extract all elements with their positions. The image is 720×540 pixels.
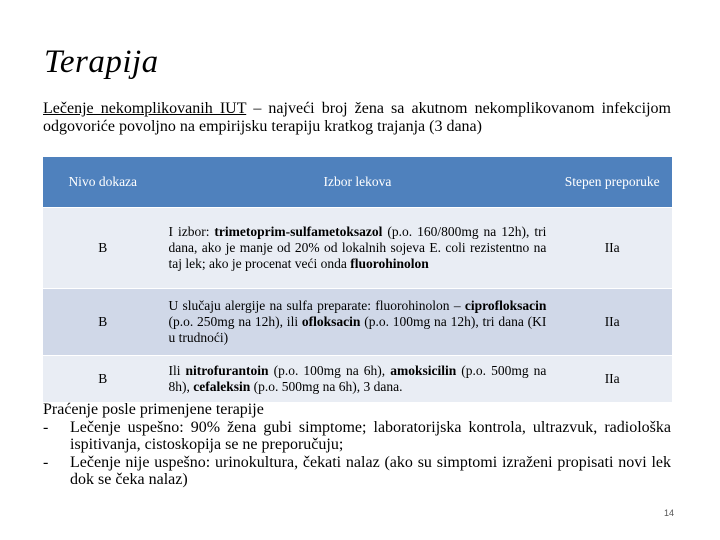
intro-text: – najveći broj žena sa akutnom nekomplikovanom infekcijom odgovoriće povoljno na empirijsku terapiju kratkog trajanja (3 dana) bbox=[43, 100, 671, 135]
list-item-text: Lečenje uspešno: 90% žena gubi simptome; laboratorijska kontrola, ultrazvuk, radiološka ispitivanja, cistoskopija se ne preporučuju; bbox=[70, 418, 671, 454]
list-item bbox=[43, 454, 671, 489]
intro-underlined: Lečenje nekomplikovanih IUT bbox=[43, 100, 247, 117]
drug-text: (p.o. 500mg na 8h), bbox=[168, 363, 547, 394]
drug-text: (p.o. 500mg na 6h), 3 dana. bbox=[250, 379, 403, 394]
drug-text: U slučaju alergije na sulfa preparate: fluorohinolon – bbox=[168, 298, 465, 313]
drug-text: (p.o. 100mg na 12h), tri dana (KI u trudnoći) bbox=[168, 314, 547, 345]
bullet-dash: - bbox=[43, 453, 49, 471]
header-level: Nivo dokaza bbox=[43, 157, 162, 208]
cell-grade: IIa bbox=[552, 356, 672, 403]
cell-drug bbox=[162, 208, 552, 289]
table-header-row bbox=[43, 157, 672, 208]
cell-level: B bbox=[43, 208, 162, 289]
followup-section bbox=[43, 401, 671, 489]
drug-text: I izbor: bbox=[168, 224, 215, 239]
cell-drug bbox=[162, 289, 552, 356]
intro-paragraph bbox=[43, 100, 671, 136]
drug-name: ofloksacin bbox=[301, 314, 361, 329]
recommendation-table bbox=[43, 157, 672, 402]
bullet-dash: - bbox=[43, 418, 49, 436]
drug-name: nitrofurantoin bbox=[185, 363, 269, 378]
header-grade: Stepen preporuke bbox=[552, 157, 672, 208]
drug-text: (p.o. 160/800mg na 12h), tri dana, ako je manje od 20% od lokalnih sojeva E. coli rezistentno na taj lek; ako je procenat veći onda bbox=[168, 224, 547, 271]
page-number: 14 bbox=[664, 508, 675, 518]
cell-level: B bbox=[43, 356, 162, 403]
table-row bbox=[43, 208, 672, 289]
drug-name: amoksicilin bbox=[390, 363, 457, 378]
drug-text: Ili bbox=[168, 363, 186, 378]
drug-text: (p.o. 250mg na 12h), ili bbox=[168, 314, 302, 329]
header-drug: Izbor lekova bbox=[162, 157, 552, 208]
cell-grade: IIa bbox=[552, 208, 672, 289]
drug-name: trimetoprim-sulfametoksazol bbox=[214, 224, 383, 239]
list-item-text: Lečenje nije uspešno: urinokultura, čekati nalaz (ako su simptomi izraženi propisati novi lek dok se čeka nalaz) bbox=[70, 453, 671, 489]
cell-grade: IIa bbox=[552, 289, 672, 356]
followup-heading: Praćenje posle primenjene terapije bbox=[43, 401, 264, 418]
slide-title: Terapija bbox=[44, 44, 159, 80]
table-row bbox=[43, 356, 672, 403]
drug-name: cefaleksin bbox=[193, 379, 251, 394]
cell-drug bbox=[162, 356, 552, 403]
drug-name: fluorohinolon bbox=[350, 256, 429, 271]
drug-name: ciprofloksacin bbox=[464, 298, 547, 313]
cell-level: B bbox=[43, 289, 162, 356]
drug-text: (p.o. 100mg na 6h), bbox=[268, 363, 391, 378]
list-item bbox=[43, 419, 671, 454]
table-row bbox=[43, 289, 672, 356]
